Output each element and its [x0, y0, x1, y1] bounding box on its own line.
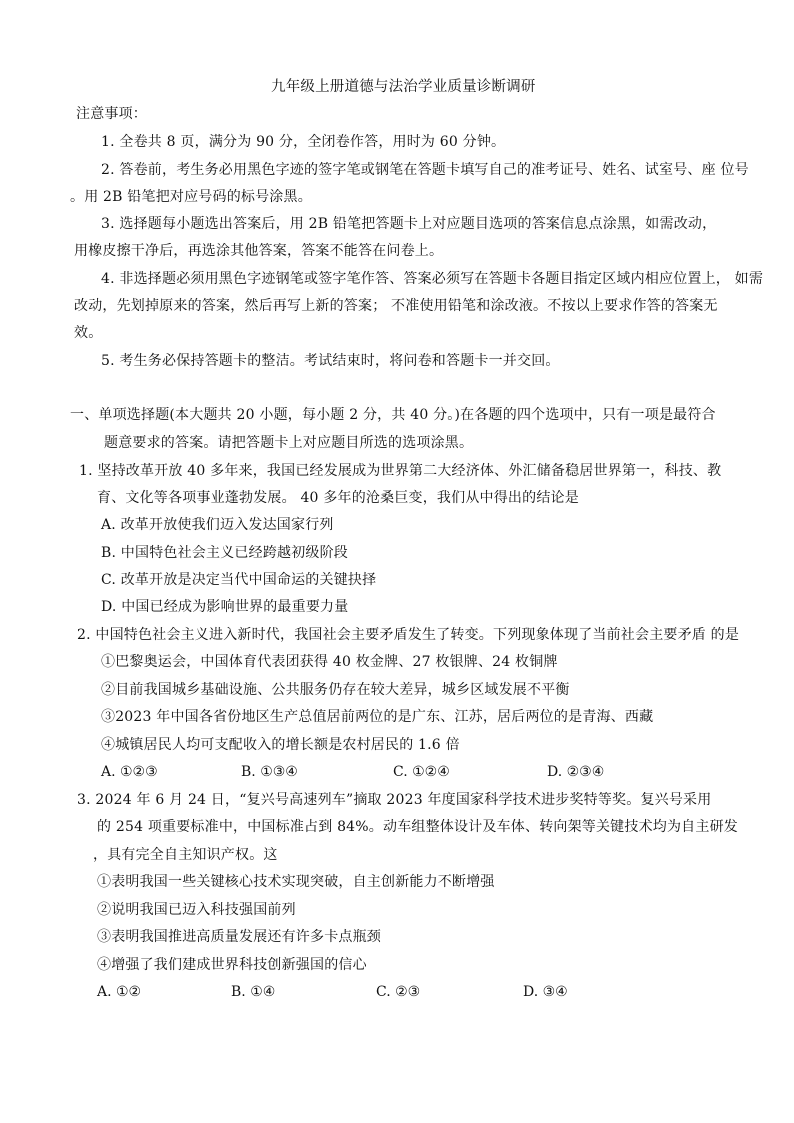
q2-item-1: ①巴黎奥运会，中国体育代表团获得 40 枚金牌、27 枚银牌、24 枚铜牌 [101, 654, 558, 670]
q1-stem-line-2: 育、文化等各项事业蓬勃发展。 40 多年的沧桑巨变，我们从中得出的结论是 [97, 490, 579, 506]
q2-option-d: D. ②③④ [547, 764, 605, 780]
notice-4-line-1: 4. 非选择题必须用黑色字迹钢笔或签字笔作答、答案必须写在答题卡各题目指定区域内相应位置上， 如需 [101, 271, 764, 287]
page-title: 九年级上册道德与法治学业质量诊断调研 [271, 79, 536, 95]
q3-option-c: C. ②③ [376, 984, 421, 1000]
q3-option-b: B. ①④ [231, 984, 276, 1000]
notice-4-line-2: 改动，先划掉原来的答案，然后再写上新的答案； 不准使用铅笔和涂改液。不按以上要求作答的答案无 [74, 298, 718, 314]
q2-option-a: A. ①②③ [101, 764, 158, 780]
notice-2-line-2: 。用 2B 铅笔把对应号码的标号涂黑。 [70, 189, 312, 205]
notice-3-line-2: 用橡皮擦干净后，再选涂其他答案，答案不能答在问卷上。 [74, 243, 444, 259]
q1-option-b: B. 中国特色社会主义已经跨越初级阶段 [101, 545, 348, 561]
q1-stem-line-1: 1. 坚持改革开放 40 多年来，我国已经发展成为世界第二大经济体、外汇储备稳居世界第一，科技、教 [79, 463, 722, 479]
q2-option-b: B. ①③④ [241, 764, 298, 780]
q2-item-3: ③2023 年中国各省份地区生产总值居前两位的是广东、江苏，居后两位的是青海、西藏 [101, 709, 654, 725]
q3-stem-line-2: 的 254 项重要标准中，中国标准占到 84%。动车组整体设计及车体、转向架等关键技术均为自主研发 [97, 819, 738, 835]
q2-stem: 2. 中国特色社会主义进入新时代，我国社会主要矛盾发生了转变。下列现象体现了当前社会主要矛盾 的是 [77, 627, 740, 643]
q2-item-4: ④城镇居民人均可支配收入的增长额是农村居民的 1.6 倍 [101, 737, 460, 753]
notice-4-line-3: 效。 [74, 325, 103, 341]
q3-item-2: ②说明我国已迈入科技强国前列 [97, 902, 296, 918]
q3-options [97, 983, 617, 1001]
q3-item-1: ①表明我国一些关键核心技术实现突破，自主创新能力不断增强 [97, 874, 495, 890]
section-heading-line-1: 一、单项选择题(本大题共 20 小题，每小题 2 分，共 40 分。)在各题的四个选项中，只有一项是最符合 [70, 407, 716, 423]
notice-3-line-1: 3. 选择题每小题选出答案后，用 2B 铅笔把答题卡上对应题目选项的答案信息点涂黑，如需改动， [101, 216, 717, 232]
notice-5: 5. 考生务必保持答题卡的整洁。考试结束时，将问卷和答题卡一并交回。 [101, 353, 560, 369]
q3-item-3: ③表明我国推进高质量发展还有许多卡点瓶颈 [97, 929, 381, 945]
q3-item-4: ④增强了我们建成世界科技创新强国的信心 [97, 957, 367, 973]
section-heading-line-2: 题意要求的答案。请把答题卡上对应题目所选的选项涂黑。 [104, 435, 474, 451]
q1-option-d: D. 中国已经成为影响世界的最重要力量 [101, 599, 349, 615]
q2-options [101, 763, 661, 781]
q3-stem-line-3: ，具有完全自主知识产权。这 [93, 847, 278, 863]
q1-option-c: C. 改革开放是决定当代中国命运的关键抉择 [101, 572, 377, 588]
notice-heading: 注意事项： [76, 106, 147, 122]
notice-1: 1. 全卷共 8 页，满分为 90 分，全闭卷作答，用时为 60 分钟。 [101, 134, 506, 150]
q3-stem-line-1: 3. 2024 年 6 月 24 日，“复兴号高速列车”摘取 2023 年度国家科学技术进步奖特等奖。复兴号采用 [77, 792, 712, 808]
q2-item-2: ②目前我国城乡基础设施、公共服务仍存在较大差异，城乡区域发展不平衡 [101, 682, 570, 698]
notice-2-line-1: 2. 答卷前，考生务必用黑色字迹的签字笔或钢笔在答题卡填写自己的准考证号、姓名、试室号、座 位号 [101, 162, 749, 178]
q1-option-a: A. 改革开放使我们迈入发达国家行列 [101, 517, 334, 533]
q3-option-a: A. ①② [97, 984, 142, 1000]
q2-option-c: C. ①②④ [393, 764, 450, 780]
q3-option-d: D. ③④ [523, 984, 568, 1000]
